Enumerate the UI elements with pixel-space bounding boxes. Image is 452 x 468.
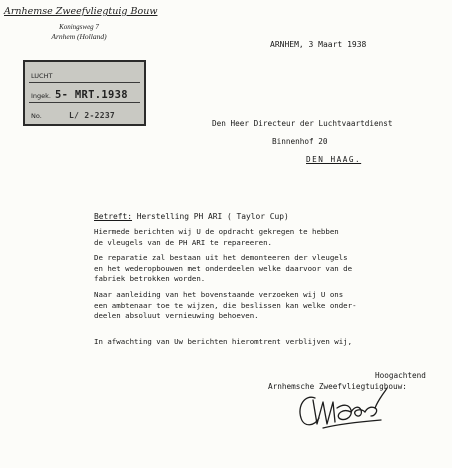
stamp-number-label: No. bbox=[31, 112, 42, 120]
letterhead bbox=[4, 6, 158, 41]
company-name: Arnhemse Zweefvliegtuig Bouw bbox=[4, 6, 158, 17]
subject-line bbox=[94, 213, 289, 221]
body-paragraph bbox=[94, 290, 357, 322]
company-street: Koningsweg 7 bbox=[59, 23, 99, 31]
addressee-line: Den Heer Directeur der Luchtvaartdienst bbox=[212, 119, 393, 128]
received-stamp bbox=[23, 60, 146, 126]
stamp-reference: L/ 2-2237 bbox=[69, 111, 116, 120]
handwritten-signature bbox=[293, 378, 389, 434]
company-city: Arnhem (Holland) bbox=[51, 32, 107, 41]
body-line: In afwachting van Uw berichten hieromtrent verblijven wij, bbox=[94, 337, 353, 346]
addressee-line: Binnenhof 20 bbox=[272, 137, 328, 146]
subject-text: Herstelling PH ARI ( Taylor Cup) bbox=[136, 212, 289, 221]
stamp-authority: LUCHT bbox=[31, 72, 53, 80]
body-line: de vleugels van de PH ARI te repareeren. bbox=[94, 237, 272, 247]
closing-salutation: Hoogachtend bbox=[375, 371, 426, 380]
body-line: Hiermede berichten wij U de opdracht gekregen te hebben bbox=[94, 227, 339, 236]
body-line: De reparatie zal bestaan uit het demonteeren der vleugels bbox=[94, 253, 348, 262]
body-line: deelen absoluut vernieuwing behoeven. bbox=[94, 311, 259, 320]
stamp-number-row bbox=[29, 104, 140, 122]
body-line: en het wederopbouwen met onderdeelen welke daarvoor van de bbox=[94, 263, 353, 273]
stamp-authority-row bbox=[29, 64, 140, 83]
place-date: ARNHEM, 3 Maart 1938 bbox=[270, 40, 367, 49]
addressee-city: DEN HAAG. bbox=[306, 155, 362, 164]
body-paragraph bbox=[94, 227, 339, 248]
closing-company: Arnhemsche Zweefvliegtuigbouw: bbox=[268, 382, 407, 391]
stamp-date-row bbox=[29, 84, 140, 103]
body-paragraph bbox=[94, 337, 352, 348]
stamp-received-date: 5- MRT.1938 bbox=[55, 89, 128, 101]
subject-label: Betreft: bbox=[94, 212, 133, 221]
body-line: Naar aanleiding van het bovenstaande verzoeken wij U ons bbox=[94, 290, 344, 299]
body-line: een ambtenaar toe te wijzen, die beslissen kan welke onder- bbox=[94, 300, 357, 310]
stamp-received-label: Ingek. bbox=[31, 92, 51, 100]
body-paragraph bbox=[94, 253, 352, 285]
body-line: fabriek betrokken worden. bbox=[94, 274, 206, 283]
